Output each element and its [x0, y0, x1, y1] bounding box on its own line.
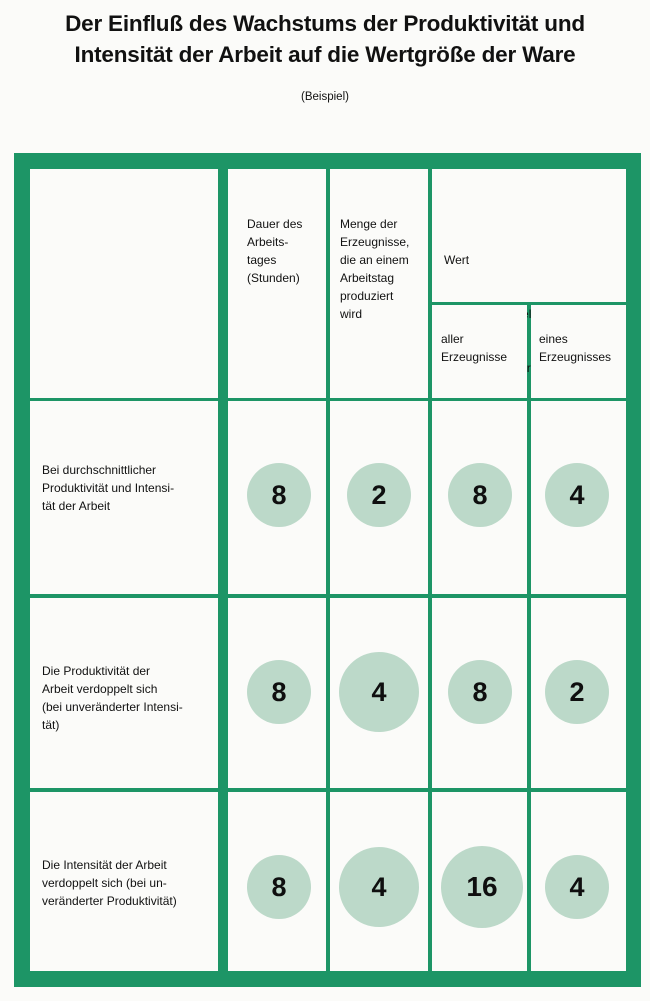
row-3-label-cell [30, 792, 218, 971]
row-1-aller-value: 8 [448, 463, 512, 527]
header-wert-cell [432, 169, 626, 302]
row-3-dauer-value: 8 [247, 855, 311, 919]
title-line-1: Der Einfluß des Wachstums der Produktivität und [65, 11, 585, 36]
header-eines-label: eines Erzeugnisses [539, 332, 612, 364]
row-2-label-cell [30, 598, 218, 788]
row-3-eines-value: 4 [545, 855, 609, 919]
row-2-aller-value: 8 [448, 660, 512, 724]
header-menge-cell [330, 169, 428, 398]
header-wert-label: Wert [444, 253, 470, 267]
subtitle: (Beispiel) [301, 91, 349, 103]
header-empty-cell [30, 169, 218, 398]
row-2-dauer-value: 8 [247, 660, 311, 724]
header-aller-label: aller Erzeugnisse [441, 332, 508, 364]
row-1-dauer-value: 8 [247, 463, 311, 527]
page-title [0, 8, 650, 70]
row-2-eines-value: 2 [545, 660, 609, 724]
row-3-aller-value: 16 [441, 846, 523, 928]
header-dauer-label: Dauer des Arbeits- tages (Stunden) [247, 217, 303, 285]
row-2-menge-value: 4 [339, 652, 419, 732]
row-3-label: Die Intensität der Arbeit verdoppelt sich (bei un- veränderter Produktivität) [42, 858, 177, 908]
header-menge-label: Menge der Erzeugnisse, die an einem Arbeitstag produziert wird [340, 217, 410, 321]
row-1-menge-value: 2 [347, 463, 411, 527]
row-3-menge-value: 4 [339, 847, 419, 927]
row-2-label: Die Produktivität der Arbeit verdoppelt sich (bei unveränderter Intensi- tät) [42, 664, 183, 732]
header-aller-cell [432, 305, 527, 398]
row-1-label: Bei durchschnittlicher Produktivität und Intensi- tät der Arbeit [42, 463, 175, 513]
row-1-label-cell [30, 401, 218, 594]
header-dauer-cell [228, 169, 326, 398]
title-line-2: Intensität der Arbeit auf die Wertgröße der Ware [74, 42, 576, 67]
header-eines-cell [531, 305, 626, 398]
row-1-eines-value: 4 [545, 463, 609, 527]
